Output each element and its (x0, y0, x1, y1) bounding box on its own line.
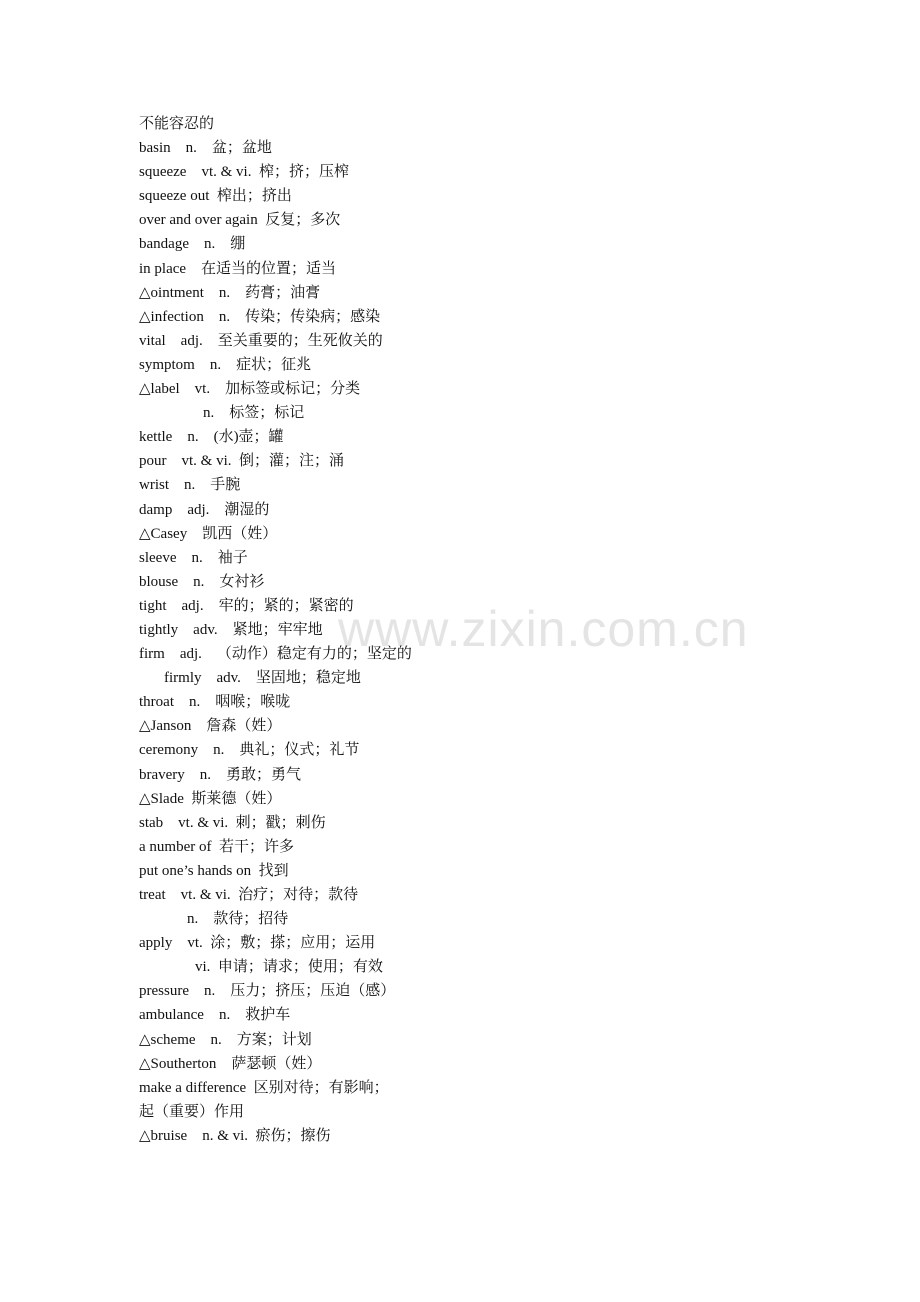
list-item: throat n. 咽喉；喉咙 (139, 694, 291, 711)
list-item: pour vt. & vi. 倒；灌；注；涌 (139, 453, 344, 470)
list-item: stab vt. & vi. 刺；戳；刺伤 (139, 814, 326, 831)
list-item: vital adj. 至关重要的；生死攸关的 (139, 332, 383, 349)
list-item: squeeze out 榨出；挤出 (139, 188, 292, 205)
list-item: in place 在适当的位置；适当 (139, 260, 337, 277)
list-item: blouse n. 女衬衫 (139, 573, 265, 590)
list-item: treat vt. & vi. 治疗；对待；款待 (139, 887, 359, 903)
list-item: damp adj. 潮湿的 (139, 501, 270, 518)
list-item: firm adj. （动作）稳定有力的；坚定的 (139, 646, 412, 663)
list-item: symptom n. 症状；征兆 (139, 356, 312, 373)
list-item: △bruise n. & vi. 瘀伤；擦伤 (139, 1127, 331, 1144)
list-item: △scheme n. 方案；计划 (139, 1031, 312, 1048)
list-item: n. 款待；招待 (187, 911, 289, 928)
list-item: firmly adv. 坚固地；稳定地 (164, 670, 361, 687)
list-item: △Southerton 萨瑟顿（姓） (139, 1055, 322, 1072)
list-item: bandage n. 绷 (139, 236, 246, 253)
list-item: bravery n. 勇敢；勇气 (139, 766, 302, 783)
list-item: △Slade 斯莱德（姓） (139, 790, 282, 807)
list-item: △Janson 詹森（姓） (139, 718, 282, 735)
list-item: apply vt. 涂；敷；搽；应用；运用 (139, 935, 376, 952)
list-item: ambulance n. 救护车 (139, 1007, 291, 1024)
list-item: ceremony n. 典礼；仪式；礼节 (139, 742, 360, 759)
list-item: basin n. 盆；盆地 (139, 140, 272, 157)
list-item: vi. 申请；请求；使用；有效 (195, 959, 383, 976)
list-item: △label vt. 加标签或标记；分类 (139, 381, 361, 398)
list-item: n. 标签；标记 (203, 405, 305, 422)
vocabulary-list (139, 112, 699, 1148)
list-item: △Casey 凯西（姓） (139, 525, 278, 542)
list-item: pressure n. 压力；挤压；压迫（感） (139, 983, 396, 1000)
list-item: tight adj. 牢的；紧的；紧密的 (139, 597, 354, 614)
list-item: tightly adv. 紧地；牢牢地 (139, 621, 323, 638)
list-item: sleeve n. 袖子 (139, 549, 248, 566)
list-item: 起（重要）作用 (139, 1103, 245, 1120)
watermark: www.zixin.com.cn (338, 601, 749, 657)
list-item: make a difference 区别对待；有影响； (139, 1079, 389, 1096)
list-item: kettle n. (水)壶；罐 (139, 429, 284, 446)
list-item: a number of 若干；许多 (139, 838, 294, 855)
list-item: △infection n. 传染；传染病；感染 (139, 308, 381, 325)
list-item: wrist n. 手腕 (139, 477, 241, 494)
list-item: △ointment n. 药膏；油膏 (139, 284, 321, 301)
list-item: over and over again 反复；多次 (139, 212, 341, 229)
list-item: put one’s hands on 找到 (139, 862, 289, 879)
list-item: squeeze vt. & vi. 榨；挤；压榨 (139, 164, 349, 181)
list-item: 不能容忍的 (139, 116, 215, 132)
